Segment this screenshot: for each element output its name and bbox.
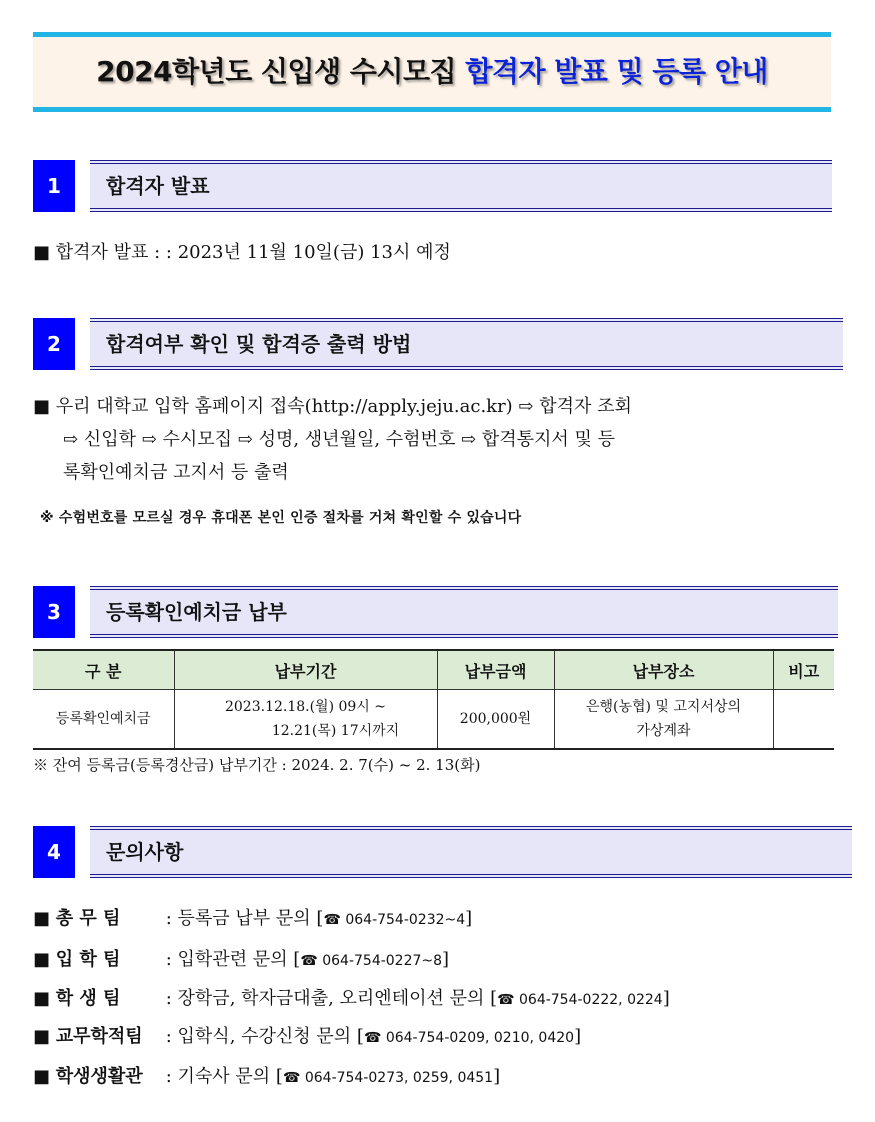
section-title-bar [90, 826, 852, 878]
title-part1: 2024학년도 신입생 수시모집 [96, 55, 457, 88]
team-name: 입 학 팀 [55, 949, 121, 970]
bullet-square: ■ [33, 988, 51, 1009]
period-line1: 2023.12.18.(월) 09시 ~ [224, 699, 387, 715]
column-header: 납부금액 [437, 650, 554, 690]
team-name: 총 무 팀 [55, 908, 121, 929]
section-number: 3 [33, 586, 75, 638]
contact-desc: : 입학식, 수강신청 문의 [ [165, 1026, 364, 1047]
column-header: 납부기간 [174, 650, 437, 690]
section-title: 문의사항 [106, 840, 184, 864]
howto-line2: ⇨ 신입학 ⇨ 수시모집 ⇨ 성명, 생년월일, 수험번호 ⇨ 합격통지서 및 등 [63, 429, 616, 450]
contact-close: ] [574, 1026, 582, 1047]
contact-desc: : 등록금 납부 문의 [ [165, 908, 324, 929]
contact-item [33, 904, 472, 930]
title-part2: 합격자 발표 및 등록 안내 [465, 55, 768, 88]
contact-close: ] [442, 949, 450, 970]
section-title: 합격여부 확인 및 합격증 출력 방법 [106, 332, 412, 356]
contact-item [33, 1022, 581, 1048]
title-banner [33, 32, 831, 112]
phone-number: ☎ 064-754-0273, 0259, 0451 [282, 1070, 494, 1086]
period-line2: 12.21(목) 17시까지 [271, 723, 400, 739]
contact-close: ] [493, 1066, 501, 1087]
contact-desc: : 입학관련 문의 [ [165, 949, 301, 970]
section-number: 1 [33, 160, 75, 212]
column-header: 납부장소 [554, 650, 773, 690]
contact-desc: : 기숙사 문의 [ [165, 1066, 283, 1087]
team-name: 학생생활관 [55, 1066, 143, 1087]
column-header: 비고 [773, 650, 834, 690]
howto-note: ※ 수험번호를 모르실 경우 휴대폰 본인 인증 절차를 거쳐 확인할 수 있습니다 [40, 510, 522, 526]
announce-text: 합격자 발표 : : 2023년 11월 10일(금) 13시 예정 [55, 242, 451, 263]
howto-paragraph [33, 390, 833, 489]
fee-table [33, 649, 834, 750]
section-title: 합격자 발표 [106, 174, 210, 198]
section-title: 등록확인예치금 납부 [106, 600, 287, 624]
table-header-row [33, 650, 834, 690]
bullet-square: ■ [33, 396, 51, 417]
phone-number: ☎ 064-754-0232~4 [323, 912, 466, 928]
contact-item [33, 945, 449, 971]
bullet-square: ■ [33, 1026, 51, 1047]
column-header: 구 분 [33, 650, 174, 690]
contact-item [33, 984, 670, 1010]
remark-cell [773, 690, 834, 750]
section-number: 2 [33, 318, 75, 370]
bullet-square: ■ [33, 1066, 51, 1087]
contact-close: ] [662, 988, 670, 1009]
bullet-square: ■ [33, 242, 51, 263]
contact-item [33, 1062, 500, 1088]
howto-line1: 우리 대학교 입학 홈페이지 접속(http://apply.jeju.ac.kr) ⇨ 합격자 조회 [55, 396, 632, 417]
fee-footnote: ※ 잔여 등록금(등록경산금) 납부기간 : 2024. 2. 7(수) ~ 2. 13(화) [33, 756, 481, 774]
bullet-square: ■ [33, 908, 51, 929]
phone-number: ☎ 064-754-0227~8 [300, 953, 443, 969]
announce-line [33, 238, 451, 264]
place-line1: 은행(농협) 및 고지서상의 [585, 699, 742, 715]
table-row [33, 690, 834, 750]
place-line2: 가상계좌 [636, 723, 691, 739]
amount-cell: 200,000원 [437, 690, 554, 750]
bullet-square: ■ [33, 949, 51, 970]
section-number: 4 [33, 826, 75, 878]
team-name: 교무학적팀 [55, 1026, 143, 1047]
period-cell [174, 690, 437, 750]
phone-number: ☎ 064-754-0209, 0210, 0420 [363, 1030, 575, 1046]
contact-desc: : 장학금, 학자금대출, 오리엔테이션 문의 [ [165, 988, 498, 1009]
section-title-bar [90, 160, 832, 212]
team-name: 학 생 팀 [55, 988, 121, 1009]
category-cell: 등록확인예치금 [33, 690, 174, 750]
place-cell [554, 690, 773, 750]
section-title-bar [90, 318, 843, 370]
howto-line3: 록확인예치금 고지서 등 출력 [63, 462, 289, 483]
contact-close: ] [465, 908, 473, 929]
phone-number: ☎ 064-754-0222, 0224 [497, 992, 663, 1008]
page-title [33, 37, 831, 107]
section-title-bar [90, 586, 838, 638]
